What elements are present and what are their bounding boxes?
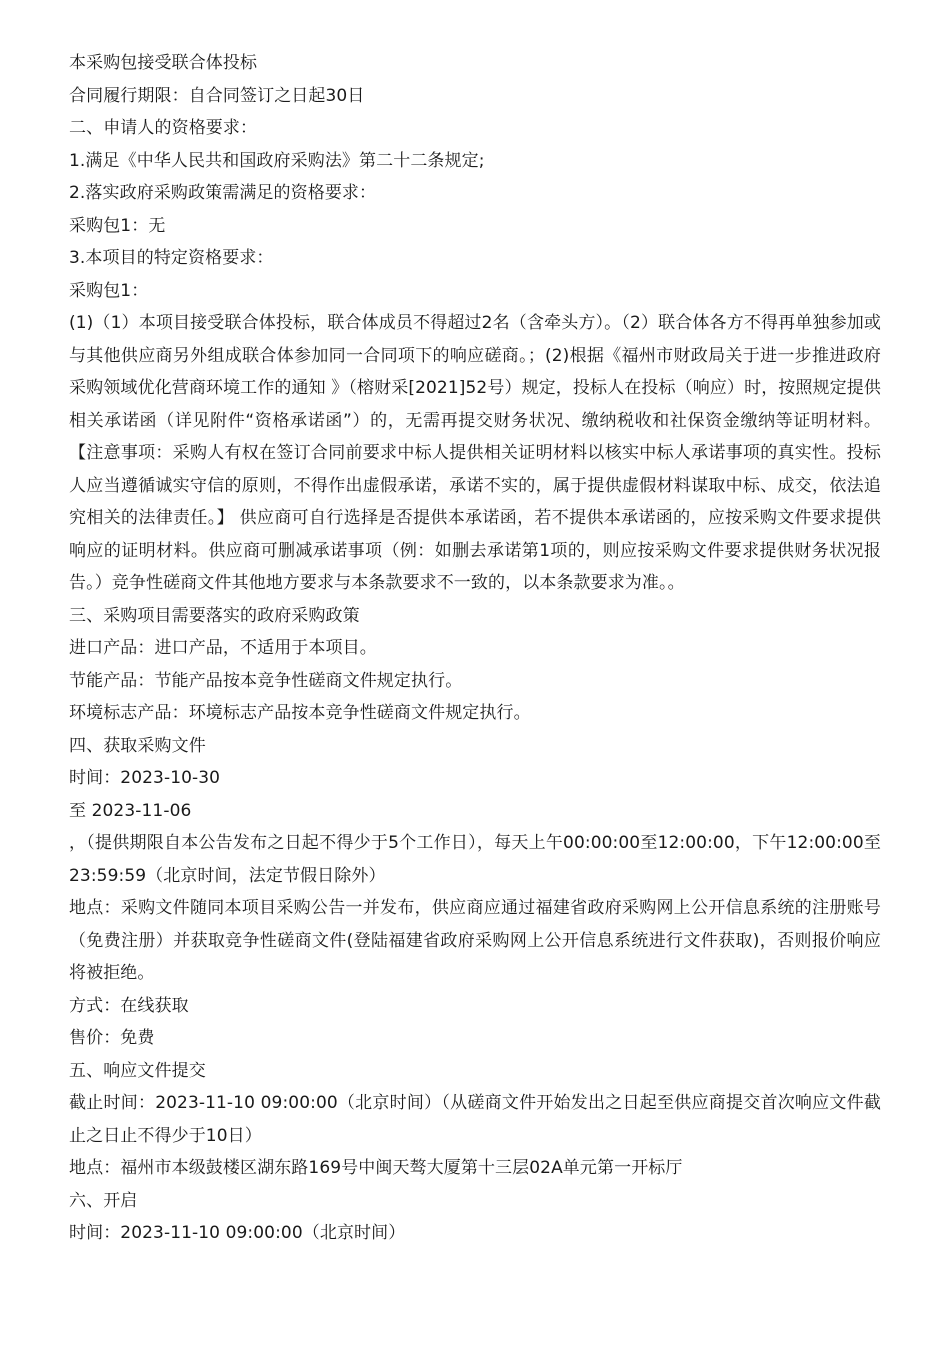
qualification-item-3: 3.本项目的特定资格要求： [69, 248, 274, 268]
policy-environment: 环境标志产品：环境标志产品按本竞争性磋商文件规定执行。 [69, 703, 531, 723]
policy-energy: 节能产品：节能产品按本竞争性磋商文件规定执行。 [69, 670, 463, 691]
obtain-method: 方式：在线获取 [69, 995, 189, 1016]
package-1-none: 采购包1：无 [69, 215, 166, 236]
opening-time: 时间：2023-11-10 09:00:00（北京时间） [69, 1223, 406, 1243]
submit-deadline: 截止时间：2023-11-10 09:00:00（北京时间）（从磋商文件开始发出之日起至供应商提交首次响应文件截止之日止不得少于10日） [69, 1093, 881, 1146]
section-heading-opening: 六、开启 [69, 1190, 138, 1211]
qualification-item-1: 1.满足《中华人民共和国政府采购法》第二十二条规定; [69, 150, 485, 171]
document-page [69, 47, 881, 1250]
section-heading-obtain: 四、获取采购文件 [69, 735, 206, 756]
submit-location: 地点：福州市本级鼓楼区湖东路169号中闽天骜大厦第十三层02A单元第一开标厅 [69, 1158, 683, 1178]
obtain-period-note: ，（提供期限自本公告发布之日起不得少于5个工作日），每天上午00:00:00至12:00:00，下午12:00:00至23:59:59（北京时间，法定节假日除外） [69, 833, 881, 886]
section-heading-submit: 五、响应文件提交 [69, 1060, 206, 1081]
obtain-time-end: 至 2023-11-06 [69, 800, 192, 821]
obtain-price: 售价：免费 [69, 1028, 155, 1048]
section-heading-policy: 三、采购项目需要落实的政府采购政策 [69, 605, 360, 626]
contract-period: 合同履行期限：自合同签订之日起30日 [69, 85, 365, 106]
specific-qualification-paragraph: (1)（1）本项目接受联合体投标，联合体成员不得超过2名（含牵头方）。（2）联合体各方不得再单独参加或与其他供应商另外组成联合体参加同一合同项下的响应磋商。；(2)根据《福州市财政局关于进一步推进政府采购领域优化营商环境工作的通知 》（榕财采[2021]52号）规定，投标人在投标（响应）时，按照规定提供相关承诺函（详见附件“资格承诺函”）的，无需再提交财务状况、缴纳税收和社保资金缴纳等证明材料。【注意事项：采购人有权在签订合同前要求中标人提供相关证明材料以核实中标人承诺事项的真实性。投标人应当遵循诚实守信的原则，不得作出虚假承诺，承诺不实的，属于提供虚假材料谋取中标、成交，依法追究相关的法律责任。】 供应商可自行选择是否提供本承诺函，若不提供本承诺函的，应按采购文件要求提供响应的证明材料。供应商可删减承诺事项（例：如删去承诺第1项的，则应按采购文件要求提供财务状况报告。）竞争性磋商文件其他地方要求与本条款要求不一致的，以本条款要求为准。。 [69, 313, 881, 593]
consortium-note: 本采购包接受联合体投标 [69, 53, 258, 73]
obtain-location: 地点：采购文件随同本项目采购公告一并发布，供应商应通过福建省政府采购网上公开信息系统的注册账号（免费注册）并获取竞争性磋商文件(登陆福建省政府采购网上公开信息系统进行文件获取)，否则报价响应将被拒绝。 [69, 898, 881, 983]
obtain-time-start: 时间：2023-10-30 [69, 768, 221, 788]
package-1-label: 采购包1： [69, 280, 149, 301]
policy-import: 进口产品：进口产品，不适用于本项目。 [69, 638, 377, 658]
qualification-item-2: 2.落实政府采购政策需满足的资格要求： [69, 183, 377, 203]
section-heading-qualification: 二、申请人的资格要求： [69, 118, 258, 138]
